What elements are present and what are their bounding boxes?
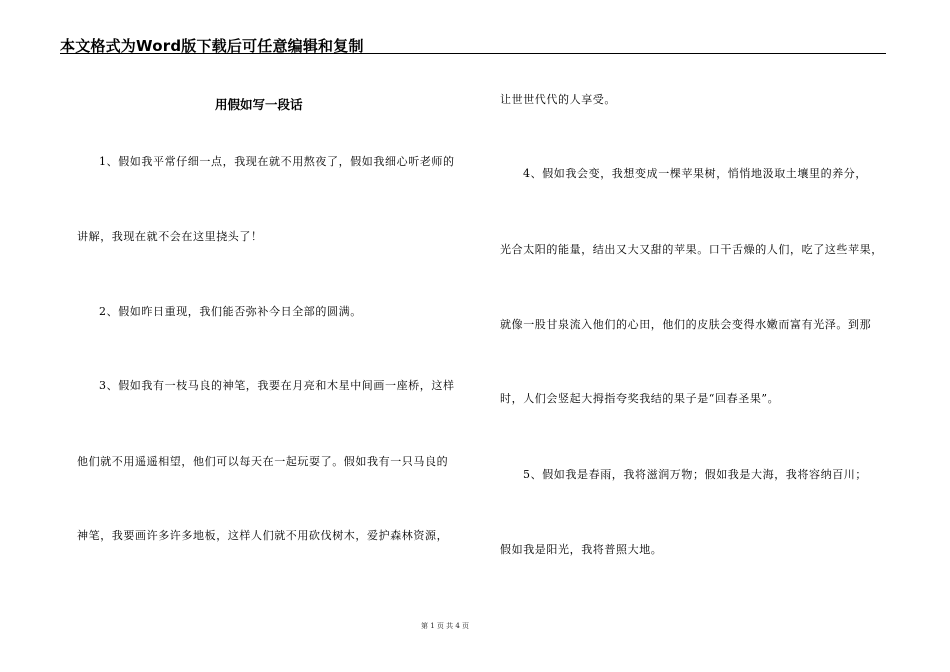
page-indicator: 第 1 页 共 4 页 <box>420 622 470 630</box>
paragraph-line: 1、假如我平常仔细一点，我现在就不用熬夜了，假如我细心听老师的 <box>99 155 455 168</box>
document-title: 用假如写一段话 <box>215 97 303 112</box>
paragraph-line: 讲解，我现在就不会在这里挠头了！ <box>77 230 263 243</box>
paragraph-line: 时，人们会竖起大拇指夸奖我结的果子是“回春圣果”。 <box>500 392 780 405</box>
paragraph-line: 神笔，我要画许多许多地板，这样人们就不用砍伐树木，爱护森林资源， <box>77 529 449 542</box>
paragraph-line: 3、假如我有一枝马良的神笔，我要在月亮和木星中间画一座桥，这样 <box>99 379 455 392</box>
paragraph-line: 假如我是阳光，我将普照大地。 <box>500 543 663 556</box>
paragraph-line: 光合太阳的能量，结出又大又甜的苹果。口干舌燥的人们，吃了这些苹果， <box>500 243 883 256</box>
paragraph-line: 就像一股甘泉流入他们的心田，他们的皮肤会变得水嫩而富有光泽。到那 <box>500 318 872 331</box>
header-banner: 本文格式为Word版下载后可任意编辑和复制 <box>60 37 364 55</box>
paragraph-line: 他们就不用遥遥相望，他们可以每天在一起玩耍了。假如我有一只马良的 <box>77 455 449 468</box>
paragraph-line: 让世世代代的人享受。 <box>500 93 616 106</box>
paragraph-line: 2、假如昨日重现，我们能否弥补今日全部的圆满。 <box>99 305 362 318</box>
paragraph-line: 4、假如我会变，我想变成一棵苹果树，悄悄地汲取土壤里的养分， <box>523 167 867 180</box>
header-divider <box>60 53 886 54</box>
paragraph-line: 5、假如我是春雨，我将滋润万物；假如我是大海，我将容纳百川； <box>523 468 867 481</box>
